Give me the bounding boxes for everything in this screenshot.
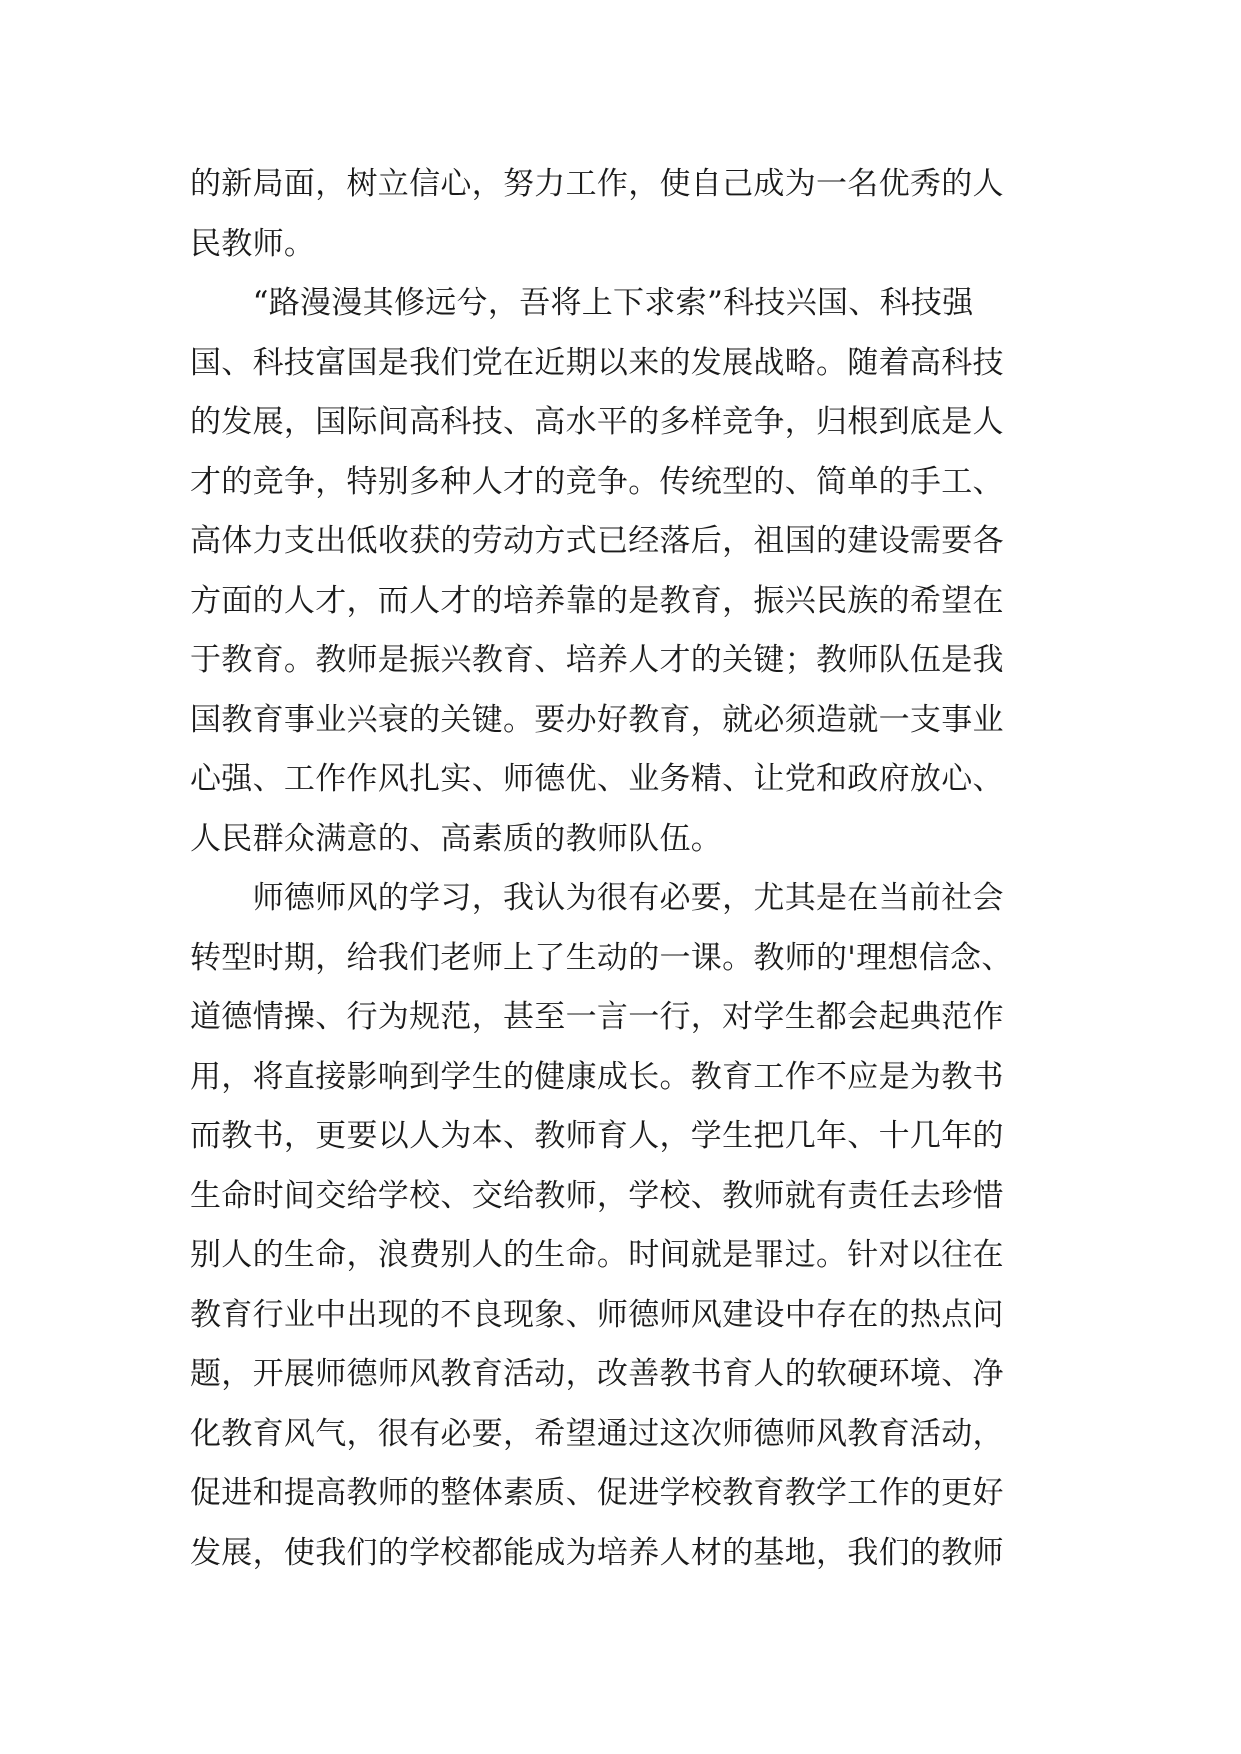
- text-line: 生命时间交给学校、交给教师，学校、教师就有责任去珍惜: [190, 1177, 1004, 1214]
- text-line: “路漫漫其修远兮，吾将上下求索”科技兴国、科技强: [190, 285, 974, 321]
- text-line: 的新局面，树立信心，努力工作，使自己成为一名优秀的人: [190, 166, 1004, 202]
- text-line: 发展，使我们的学校都能成为培养人材的基地，我们的教师: [190, 1534, 1004, 1571]
- text-line: 题，开展师德师风教育活动，改善教书育人的软硬环境、净: [190, 1356, 1004, 1392]
- text-line: 别人的生命，浪费别人的生命。时间就是罪过。针对以往在: [190, 1237, 1004, 1273]
- text-line: 教育行业中出现的不良现象、师德师风建设中存在的热点问: [190, 1296, 1004, 1333]
- text-line: 国、科技富国是我们党在近期以来的发展战略。随着高科技: [190, 344, 1004, 381]
- text-line: 民教师。: [190, 225, 316, 262]
- text-line: 转型时期，给我们老师上了生动的一课。教师的'理想信念、: [190, 939, 1013, 976]
- text-line: 高体力支出低收获的劳动方式已经落后，祖国的建设需要各: [190, 523, 1004, 559]
- text-line: 心强、工作作风扎实、师德优、业务精、让党和政府放心、: [190, 761, 1004, 797]
- text-line: 师德师风的学习，我认为很有必要，尤其是在当前社会: [190, 880, 1004, 916]
- text-line: 促进和提高教师的整体素质、促进学校教育教学工作的更好: [190, 1475, 1004, 1511]
- text-line: 道德情操、行为规范，甚至一言一行，对学生都会起典范作: [190, 999, 1004, 1035]
- text-line: 用，将直接影响到学生的健康成长。教育工作不应是为教书: [190, 1058, 1004, 1095]
- text-line: 才的竞争，特别多种人才的竞争。传统型的、简单的手工、: [190, 463, 1004, 500]
- text-line: 人民群众满意的、高素质的教师队伍。: [190, 820, 723, 857]
- text-line: 于教育。教师是振兴教育、培养人才的关键；教师队伍是我: [190, 642, 1004, 678]
- text-line: 化教育风气，很有必要，希望通过这次师德师风教育活动，: [190, 1415, 1004, 1452]
- text-line: 而教书，更要以人为本、教师育人，学生把几年、十几年的: [190, 1118, 1004, 1154]
- body-text: [190, 155, 1070, 1583]
- text-line: 国教育事业兴衰的关键。要办好教育，就必须造就一支事业: [190, 701, 1004, 738]
- text-line: 方面的人才，而人才的培养靠的是教育，振兴民族的希望在: [190, 582, 1004, 619]
- text-line: 的发展，国际间高科技、高水平的多样竞争，归根到底是人: [190, 404, 1004, 440]
